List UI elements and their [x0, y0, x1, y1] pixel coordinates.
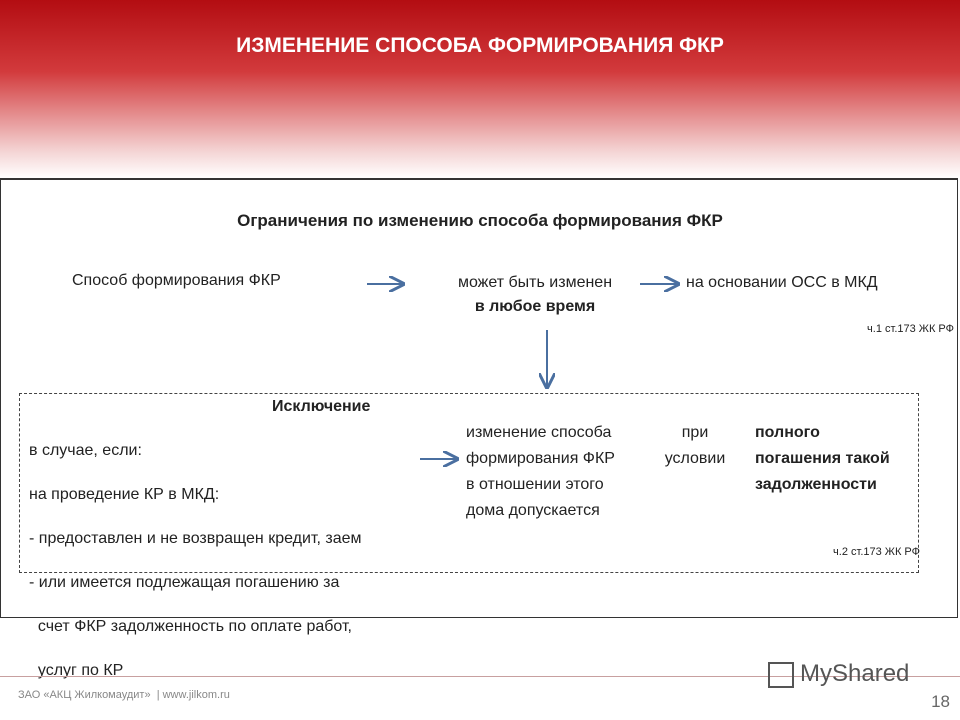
- page-number: 18: [931, 692, 950, 711]
- any-time: в любое время: [474, 298, 596, 315]
- footer-company: ЗАО «АКЦ Жилкомаудит» | www.jilkom.ru: [18, 689, 230, 701]
- exception-result: [466, 420, 615, 524]
- requirement-line: задолженности: [755, 476, 877, 493]
- condition-line: на проведение КР в МКД:: [29, 486, 220, 503]
- condition-line: счет ФКР задолженность по оплате работ,: [29, 618, 352, 635]
- condition-line: - предоставлен и не возвращен кредит, заем: [29, 530, 362, 547]
- result-line: дома допускается: [466, 502, 600, 519]
- subtitle: Ограничения по изменению способа формирования ФКР: [237, 211, 723, 230]
- slide-title: ИЗМЕНЕНИЕ СПОСОБА ФОРМИРОВАНИЯ ФКР: [236, 34, 724, 57]
- cond-line: при: [681, 424, 709, 441]
- exception-requirement: [755, 420, 890, 498]
- watermark-logo: [768, 660, 909, 688]
- result-line: формирования ФКР: [466, 450, 615, 467]
- basis: на основании ОСС в МКД: [686, 274, 878, 291]
- result-line: в отношении этого: [466, 476, 604, 493]
- cond-line: условии: [664, 450, 726, 467]
- result-line: изменение способа: [466, 424, 612, 441]
- exception-conditions: [29, 420, 362, 702]
- exception-condition-word: [655, 420, 735, 472]
- can-change: может быть изменен: [457, 274, 613, 291]
- method-label: Способ формирования ФКР: [72, 272, 281, 289]
- requirement-line: погашения такой: [755, 450, 890, 467]
- condition-line: в случае, если:: [29, 442, 142, 459]
- presentation-icon: [768, 662, 794, 688]
- condition-line: услуг по КР: [29, 662, 124, 679]
- watermark-text: MyShared: [800, 660, 910, 687]
- requirement-line: полного: [755, 424, 820, 441]
- condition-line: - или имеется подлежащая погашению за: [29, 574, 340, 591]
- ref-2: ч.2 ст.173 ЖК РФ: [833, 546, 920, 558]
- ref-1: ч.1 ст.173 ЖК РФ: [867, 323, 954, 335]
- exception-heading: Исключение: [272, 398, 371, 415]
